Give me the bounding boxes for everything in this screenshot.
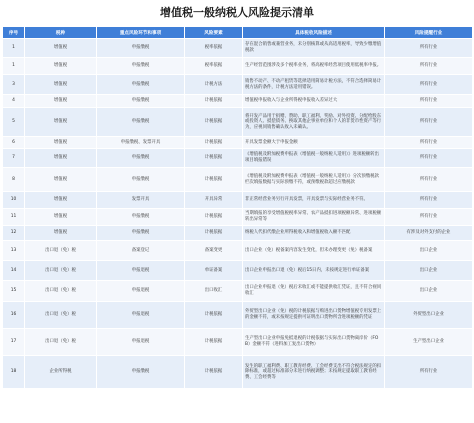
cell-risk-stage: 申报缴税 — [97, 58, 185, 75]
cell-risk-stage: 发票开具 — [97, 192, 185, 209]
cell-risk-element: 计税依据 — [185, 149, 243, 168]
cell-index: 4 — [3, 95, 25, 108]
cell-risk-description: 出口企业（免）税备案内容发生变化，但未办理变更（免）税备案 — [243, 241, 385, 261]
cell-tax-type: 增值税 — [25, 226, 97, 241]
cell-tax-type: 增值税 — [25, 95, 97, 108]
cell-industry: 所有行业 — [385, 95, 473, 108]
cell-tax-type: 增值税 — [25, 149, 97, 168]
cell-industry: 出口企业 — [385, 261, 473, 281]
cell-industry: 出口企业 — [385, 281, 473, 302]
cell-risk-description: 增值税申报收入与企业所得税申报收入差异过大 — [243, 95, 385, 108]
header-risk-stage: 重点风险环节和事项 — [97, 27, 185, 39]
cell-industry: 所有行业 — [385, 75, 473, 95]
cell-industry: 所有行业 — [385, 108, 473, 137]
table-row — [3, 226, 473, 241]
cell-industry: 所有行业 — [385, 168, 473, 192]
cell-risk-element: 备案变更 — [185, 241, 243, 261]
table-row — [3, 356, 473, 389]
cell-risk-element: 计税依据 — [185, 329, 243, 356]
cell-industry: 所有行业 — [385, 137, 473, 149]
cell-index: 5 — [3, 108, 25, 137]
cell-industry: 生产型出口企业 — [385, 329, 473, 356]
cell-risk-description: 存在混合销售或兼营业务，未分别核算或从高适用税率，导致少缴增值税款 — [243, 39, 385, 58]
cell-index: 10 — [3, 192, 25, 209]
cell-risk-element: 税率依据 — [185, 39, 243, 58]
cell-risk-stage: 申报退税 — [97, 261, 185, 281]
cell-tax-type: 出口退（免）税 — [25, 281, 97, 302]
table-row — [3, 192, 473, 209]
table-row — [3, 209, 473, 226]
cell-risk-description: 生产型出口企业申报免抵退税的计税依据与实际出口货物离岸价（FOB）金额不符（进料加工复出口货物） — [243, 329, 385, 356]
cell-tax-type: 增值税 — [25, 108, 97, 137]
cell-industry: 所有行业 — [385, 149, 473, 168]
page-title: 增值税一般纳税人风险提示清单 — [160, 6, 314, 19]
cell-risk-description: 外贸型出口企业（免）税的计税依据与购进出口货物增值税专用发票上的金额不符，或未按规定提供可证明出口货物所含进项税额的凭证 — [243, 302, 385, 329]
cell-index: 1 — [3, 39, 25, 58]
cell-risk-stage: 申报退税 — [97, 302, 185, 329]
cell-tax-type: 出口退（免）税 — [25, 241, 97, 261]
cell-tax-type: 企业所得税 — [25, 356, 97, 389]
cell-risk-element: 计税依据 — [185, 108, 243, 137]
table-row — [3, 95, 473, 108]
cell-index: 3 — [3, 75, 25, 95]
header-index: 序号 — [3, 27, 25, 39]
cell-risk-element: 单证备案 — [185, 261, 243, 281]
cell-industry: 所有行业 — [385, 209, 473, 226]
cell-risk-stage: 申报缴税 — [97, 75, 185, 95]
table-row — [3, 137, 473, 149]
header-tax-type: 税种 — [25, 27, 97, 39]
cell-risk-description: 《增值税及附加税费申报表（增值税一般纳税人适用）》分次预缴税款栏次填报数据与实际预缴不符，或预缴税款超过应缴税款 — [243, 168, 385, 192]
cell-risk-description: 出口企业申报退（免）税后未收汇或不能提供收汇凭证，且不符合视同收汇 — [243, 281, 385, 302]
cell-tax-type: 增值税 — [25, 75, 97, 95]
cell-risk-stage: 申报退税 — [97, 281, 185, 302]
cell-risk-stage: 备案登记 — [97, 241, 185, 261]
cell-risk-element: 计税依据 — [185, 168, 243, 192]
cell-risk-stage: 申报缴税 — [97, 149, 185, 168]
cell-index: 8 — [3, 168, 25, 192]
table-row — [3, 329, 473, 356]
cell-risk-description: 当期填报的享受增值税税率异常、农产品抵扣进项税额异常、进项税额转出异常等 — [243, 209, 385, 226]
cell-tax-type: 增值税 — [25, 137, 97, 149]
table-row — [3, 168, 473, 192]
cell-risk-stage: 申报缴税 — [97, 209, 185, 226]
cell-risk-element: 计税方法 — [185, 75, 243, 95]
cell-index: 13 — [3, 241, 25, 261]
cell-industry: 外贸型出口企业 — [385, 302, 473, 329]
cell-risk-stage: 申报缴税 — [97, 356, 185, 389]
table-row — [3, 261, 473, 281]
cell-tax-type: 增值税 — [25, 58, 97, 75]
cell-risk-description: 非正常经营业务另行开具发票，开具发票与实际经营业务不符。 — [243, 192, 385, 209]
cell-risk-description: 开具发票金额大于申报金额 — [243, 137, 385, 149]
cell-risk-description: 纳税人代扣代缴企业所得税收入和增值税收入额不匹配 — [243, 226, 385, 241]
cell-tax-type: 出口退（免）税 — [25, 329, 97, 356]
table-row — [3, 281, 473, 302]
table-row — [3, 39, 473, 58]
cell-risk-element: 计税依据 — [185, 95, 243, 108]
cell-index: 14 — [3, 261, 25, 281]
cell-risk-element: 开具异常 — [185, 192, 243, 209]
cell-risk-element: 计税依据 — [185, 137, 243, 149]
table-row — [3, 149, 473, 168]
cell-risk-description: 销售不动产、不动产租赁等选择适用简易计税方法，不符合选择简易计税方法的条件，计税方法适用错误。 — [243, 75, 385, 95]
cell-risk-stage: 申报缴税 — [97, 95, 185, 108]
cell-risk-element: 计税依据 — [185, 226, 243, 241]
cell-risk-stage: 申报退税 — [97, 329, 185, 356]
cell-industry: 有涉及对外支付的企业 — [385, 226, 473, 241]
cell-risk-element: 计税依据 — [185, 209, 243, 226]
header-risk-description: 具体税收风险描述 — [243, 27, 385, 39]
cell-risk-description: 发生的职工福利费、职工教育经费、工会经费支出不符合税法规定的扣除标准，或超过标准部分未进行纳税调整；未按规定提取职工教育经费、工会经费等 — [243, 356, 385, 389]
cell-tax-type: 增值税 — [25, 192, 97, 209]
header-risk-element: 风险要素 — [185, 27, 243, 39]
cell-index: 17 — [3, 329, 25, 356]
cell-risk-element: 出口收汇 — [185, 281, 243, 302]
cell-index: 7 — [3, 149, 25, 168]
cell-index: 12 — [3, 226, 25, 241]
cell-risk-stage: 申报缴税 — [97, 168, 185, 192]
header-industry: 风险提醒行业 — [385, 27, 473, 39]
cell-index: 6 — [3, 137, 25, 149]
cell-index: 11 — [3, 209, 25, 226]
table-row — [3, 302, 473, 329]
table-row — [3, 241, 473, 261]
table-row — [3, 58, 473, 75]
cell-risk-element: 税率依据 — [185, 58, 243, 75]
table-header-row — [3, 27, 473, 39]
cell-industry: 所有行业 — [385, 39, 473, 58]
cell-industry: 所有行业 — [385, 192, 473, 209]
cell-risk-stage: 申报缴税、发票开具 — [97, 137, 185, 149]
cell-industry: 所有行业 — [385, 58, 473, 75]
cell-risk-description: 生产经营范围涉及多个税率业务，将高税率经营项目使用低税率申报。 — [243, 58, 385, 75]
cell-tax-type: 增值税 — [25, 209, 97, 226]
cell-tax-type: 出口退（免）税 — [25, 261, 97, 281]
table-row — [3, 75, 473, 95]
table-row — [3, 108, 473, 137]
cell-risk-element: 计税依据 — [185, 302, 243, 329]
cell-tax-type: 增值税 — [25, 168, 97, 192]
cell-industry: 所有行业 — [385, 356, 473, 389]
cell-risk-stage: 申报缴税 — [97, 39, 185, 58]
risk-table — [2, 26, 473, 389]
cell-index: 16 — [3, 302, 25, 329]
cell-risk-element: 计税依据 — [185, 356, 243, 389]
cell-tax-type: 出口退（免）税 — [25, 302, 97, 329]
cell-risk-stage: 申报缴税 — [97, 108, 185, 137]
cell-risk-description: 出口企业申报出口退（免）税后15日内，未按规定进行单证备案 — [243, 261, 385, 281]
cell-risk-description: 《增值税及附加税费申报表（增值税一般纳税人适用）》进项税额转出项目填报错误 — [243, 149, 385, 168]
cell-risk-stage: 申报缴税 — [97, 226, 185, 241]
cell-tax-type: 增值税 — [25, 39, 97, 58]
cell-index: 15 — [3, 281, 25, 302]
cell-index: 18 — [3, 356, 25, 389]
cell-risk-description: 将开发产品用于捐赠、赞助、职工福利、奖励、对外投资、分配给股东或投资人、抵偿债务、换取其他企事业单位和个人的非货币性资产等行为，应视同销售确认收入未确认。 — [243, 108, 385, 137]
cell-index: 1 — [3, 58, 25, 75]
cell-industry: 出口企业 — [385, 241, 473, 261]
